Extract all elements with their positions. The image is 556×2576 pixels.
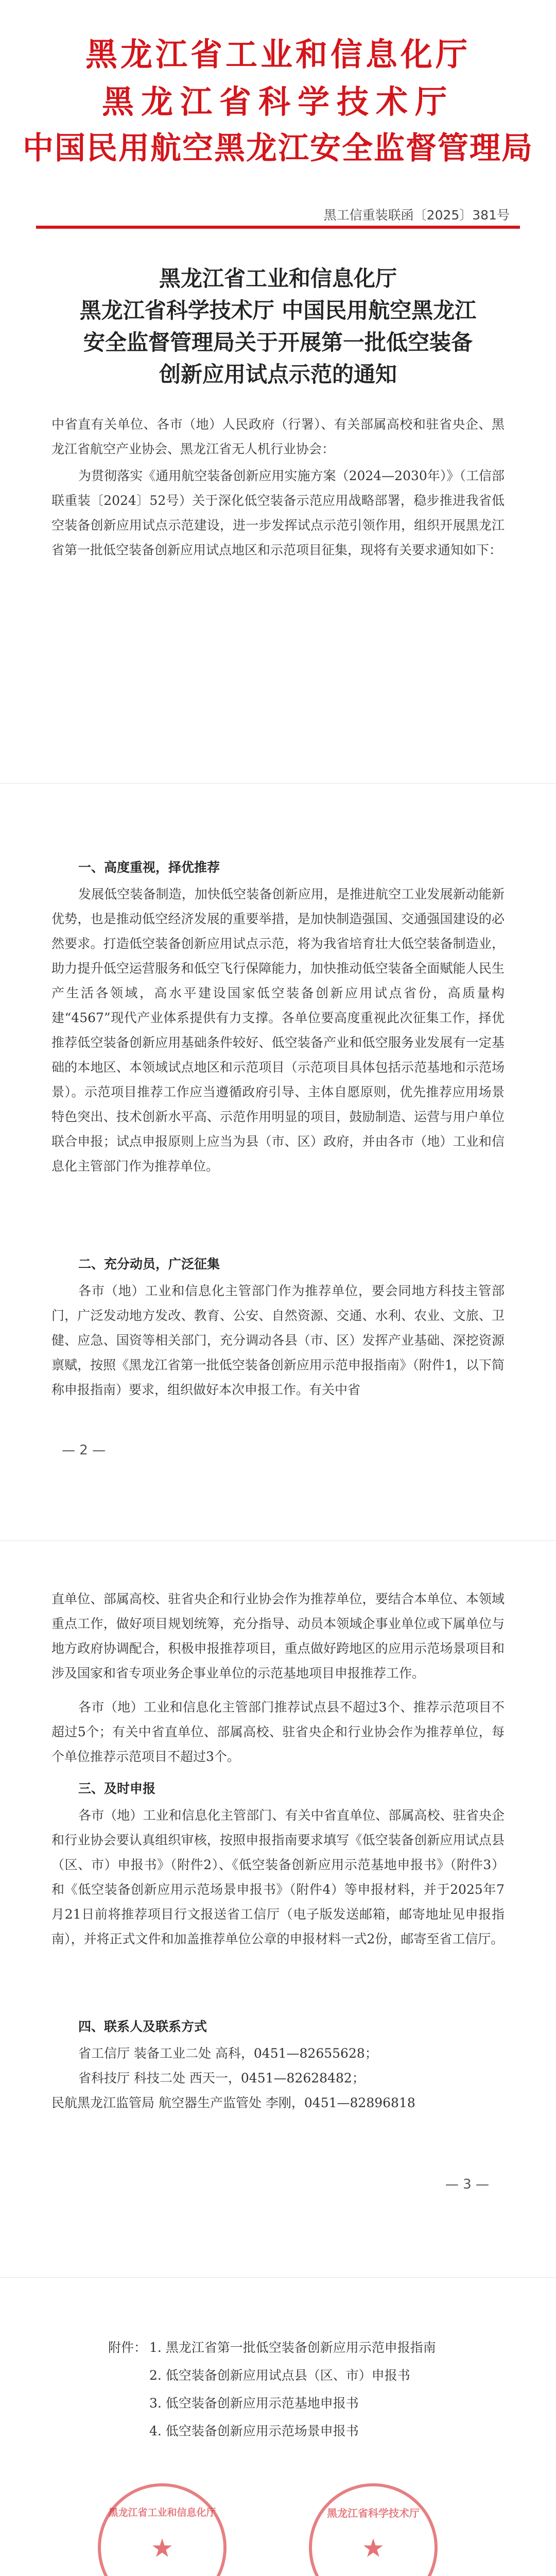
attachment-2: 2. 低空装备创新应用试点县（区、市）申报书 bbox=[149, 2368, 410, 2383]
quota-paragraph: 各市（地）工业和信息化主管部门推荐试点县不超过3个、推荐示范项目不超过5个；有关中省直单位、部属高校、驻省央企和行业协会作为推荐单位，每个单位推荐示范项目不超过3个。 bbox=[51, 1700, 505, 1764]
seal-science-dept: 黑龙江省科学技术厅 ★ bbox=[309, 2483, 438, 2576]
section-2-continued: 直单位、部属高校、驻省央企和行业协会作为推荐单位，要结合本单位、本领域重点工作，做好项目规划统筹，充分指导、动员本领域企事业单位或下属单位与地方政府协调配合，积极申报推荐项目，重点做好跨地区的应用示范场景项目和涉及国家和省专项业务企事业单位的示范基地项目申报推荐工作。 bbox=[51, 1591, 505, 1681]
section-heading-1: 一、高度重视，择优推荐 bbox=[78, 860, 220, 875]
section-heading-3: 三、及时申报 bbox=[78, 1781, 156, 1796]
header-line-3: 中国民用航空黑龙江安全监督管理局 bbox=[23, 130, 533, 166]
seal-industry-dept: 黑龙江省工业和信息化厅 ★ bbox=[98, 2483, 227, 2576]
contact-1: 省工信厅 装备工业二处 高科，0451—82655628； bbox=[78, 2046, 378, 2061]
attachment-3: 3. 低空装备创新应用示范基地申报书 bbox=[149, 2396, 359, 2411]
section-2-paragraph: 各市（地）工业和信息化主管部门作为推荐单位，要会同地方科技主管部门，广泛发动地方发改、教育、公安、自然资源、交通、水利、农业、文旅、卫健、应急、国资等相关部门，充分调动各县（市、区）发挥产业基础、深挖资源禀赋，按照《黑龙江省第一批低空装备创新应用示范申报指南》（附件1，以下简称申报指南）要求，组织做好本次申报工作。有关中省 bbox=[51, 1283, 505, 1397]
section-1-paragraph: 发展低空装备制造，加快低空装备创新应用，是推进航空工业发展新动能新优势，也是推动低空经济发展的重要举措，是加快制造强国、交通强国建设的必然要求。打造低空装备创新应用试点示范，将为我省培育壮大低空装备制造业，助力提升低空运营服务和低空飞行保障能力，加快推动低空装备全面赋能人民生产生活各领域，高水平建设国家低空装备创新应用试点省份，高质量构建“4567”现代产业体系提供有力支撑。各单位要高度重视此次征集工作，择优推荐低空装备创新应用基础条件较好、低空装备产业和低空服务业发展有一定基础的本地区、本领域试点地区和示范项目（示范项目具体包括示范基地和示范场景）。示范项目推荐工作应当遵循政府引导、主体自愿原则，优先推荐应用场景特色突出、技术创新水平高、示范作用明显的项目，鼓励制造、运营与用户单位联合申报；试点申报原则上应当为县（市、区）政府，并由各市（地）工业和信息化主管部门作为推荐单位。 bbox=[51, 887, 505, 1174]
attachments-label: 附件： bbox=[108, 2340, 147, 2355]
header-line-1: 黑龙江省工业和信息化厅 bbox=[85, 36, 471, 73]
section-heading-4: 四、联系人及联系方式 bbox=[78, 2019, 207, 2034]
title-line-2: 黑龙江省科学技术厅 中国民用航空黑龙江 bbox=[79, 298, 477, 323]
contact-2: 省科技厅 科技二处 西天一，0451—82628482； bbox=[78, 2071, 365, 2086]
document-number: 黑工信重装联函〔2025〕381号 bbox=[323, 208, 510, 223]
intro-paragraph: 为贯彻落实《通用航空装备创新应用实施方案（2024—2030年）》（工信部联重装〔2024〕52号）关于深化低空装备示范应用战略部署，稳步推进我省低空装备创新应用试点示范建设，进一步发挥试点示范引领作用，组织开展黑龙江省第一批低空装备创新应用试点地区和示范项目征集，现将有关要求通知如下： bbox=[51, 468, 505, 557]
section-heading-2: 二、充分动员，广泛征集 bbox=[78, 1257, 220, 1272]
title-line-1: 黑龙江省工业和信息化厅 bbox=[159, 266, 397, 291]
recipients: 中省直有关单位、各市（地）人民政府（行署）、有关部属高校和驻省央企、黑龙江省航空产业协会、黑龙江省无人机行业协会： bbox=[51, 417, 505, 456]
attachment-1: 1. 黑龙江省第一批低空装备创新应用示范申报指南 bbox=[149, 2340, 436, 2355]
page-break bbox=[0, 1540, 556, 1541]
attachment-4: 4. 低空装备创新应用示范场景申报书 bbox=[149, 2424, 359, 2438]
page-break bbox=[0, 783, 556, 784]
page-number-2: — 2 — bbox=[62, 1443, 106, 1458]
title-line-4: 创新应用试点示范的通知 bbox=[159, 362, 397, 387]
page-break bbox=[0, 2277, 556, 2278]
contact-3: 民航黑龙江监管局 航空器生产监管处 李刚，0451—82896818 bbox=[51, 2095, 415, 2110]
section-3-paragraph: 各市（地）工业和信息化主管部门、有关中省直单位、部属高校、驻省央企和行业协会要认真组织审核，按照申报指南要求填写《低空装备创新应用试点县（区、市）申报书》（附件2）、《低空装备创新应用示范基地申报书》（附件3）和《低空装备创新应用示范场景申报书》（附件4）等申报材料，并于2025年7月21日前将推荐项目行文报送省工信厅（电子版发送邮箱，邮寄地址见申报指南），并将正式文件和加盖推荐单位公章的申报材料一式2份，邮寄至省工信厅。 bbox=[51, 1808, 505, 1946]
page-number-3: — 3 — bbox=[445, 2177, 489, 2192]
title-line-3: 安全监督管理局关于开展第一批低空装备 bbox=[83, 330, 473, 355]
header-line-2: 黑龙江省科学技术厅 bbox=[101, 83, 454, 121]
header-divider bbox=[36, 226, 520, 229]
